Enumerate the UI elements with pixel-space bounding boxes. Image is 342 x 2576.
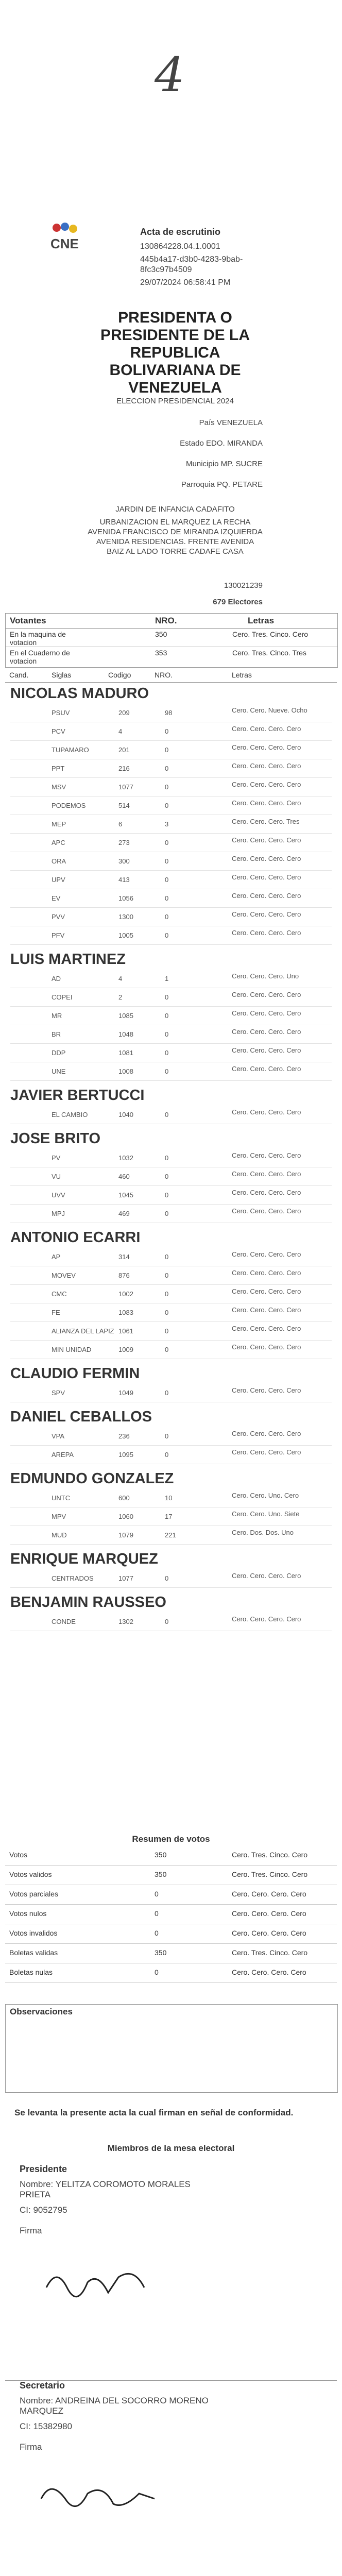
party-votes-letras: Cero. Cero. Cero. Cero [232,1572,301,1580]
summary-number: 350 [155,1870,167,1878]
closing-text: Se levanta la presente acta la cual firman en señal de conformidad. [14,2108,294,2117]
party-siglas: UNE [52,1067,66,1075]
party-code: 876 [118,1272,130,1279]
party-code: 201 [118,746,130,754]
party-votes-letras: Cero. Cero. Cero. Cero [232,1065,301,1073]
letras-col-header: Letras [232,671,252,679]
summary-label: Votos nulos [9,1909,47,1918]
member-name: Nombre: YELITZA COROMOTO MORALES PRIETA [20,2179,191,2199]
party-votes: 0 [165,765,169,772]
party-row [10,1206,332,1223]
codigo-header: Codigo [108,671,131,679]
party-votes-letras: Cero. Cero. Cero. Cero [232,1269,301,1277]
party-siglas: MR [52,1012,62,1020]
summary-label: Votos validos [9,1870,52,1878]
party-votes-letras: Cero. Cero. Cero. Cero [232,1028,301,1036]
party-votes-letras: Cero. Cero. Cero. Cero [232,743,301,751]
party-code: 1045 [118,1191,133,1199]
party-siglas: MOVEV [52,1272,76,1279]
party-votes-letras: Cero. Cero. Cero. Cero [232,1108,301,1116]
party-code: 1083 [118,1309,133,1316]
party-votes-letras: Cero. Cero. Uno. Cero [232,1492,299,1499]
party-siglas: UVV [52,1191,65,1199]
party-votes-letras: Cero. Cero. Cero. Cero [232,799,301,807]
summary-label: Boletas nulas [9,1968,53,1976]
votantes-header: Votantes [10,616,46,625]
party-siglas: CMC [52,1290,67,1298]
votantes-cuaderno-label: En el Cuaderno de votacion [10,649,70,665]
letras-header: Letras [248,616,275,625]
party-votes: 0 [165,1451,169,1459]
party-row [10,971,332,988]
party-code: 469 [118,1210,130,1217]
center-code: 130021239 [224,581,263,590]
party-votes: 0 [165,1309,169,1316]
party-siglas: COPEI [52,993,73,1001]
member-ci: CI: 9052795 [20,2205,67,2215]
party-row [10,760,332,778]
party-row [10,1150,332,1167]
svg-text:CNE: CNE [50,236,79,251]
candidate-name: JAVIER BERTUCCI [10,1087,145,1104]
party-siglas: MPJ [52,1210,65,1217]
party-row [10,1385,332,1402]
party-code: 1300 [118,913,133,921]
party-row [10,835,332,852]
party-row [10,1304,332,1322]
party-code: 1009 [118,1346,133,1353]
party-row [10,1428,332,1446]
party-code: 273 [118,839,130,846]
party-row [10,1342,332,1359]
party-row [10,1323,332,1341]
party-siglas: AP [52,1253,61,1261]
party-row [10,798,332,815]
summary-letras: Cero. Tres. Cinco. Cero [232,1948,308,1957]
party-siglas: PPT [52,765,65,772]
party-code: 1095 [118,1451,133,1459]
party-votes: 0 [165,802,169,809]
summary-table [5,1834,337,1999]
handwritten-page-number: 4 [155,47,185,103]
party-row [10,1168,332,1186]
party-code: 1302 [118,1618,133,1625]
candidate-name: CLAUDIO FERMIN [10,1365,140,1382]
cand-header: Cand. [9,671,29,679]
party-siglas: PSUV [52,709,70,717]
state: Estado EDO. MIRANDA [180,439,263,448]
summary-letras: Cero. Tres. Cinco. Cero [232,1851,308,1859]
party-votes-letras: Cero. Cero. Cero. Cero [232,1306,301,1314]
member-role: Presidente [20,2164,67,2174]
observations-title: Observaciones [10,2007,73,2016]
candidate-name: NICOLAS MADURO [10,685,149,702]
party-siglas: PV [52,1154,61,1162]
summary-title: Resumen de votos [132,1834,210,1844]
party-row [10,779,332,796]
party-votes: 0 [165,993,169,1001]
party-votes-letras: Cero. Cero. Cero. Cero [232,892,301,900]
nro-header: NRO. [155,616,177,625]
party-row [10,890,332,908]
summary-label: Votos parciales [9,1890,58,1898]
candidates-table-header [5,669,337,683]
party-row [10,1614,332,1631]
party-votes-letras: Cero. Cero. Cero. Cero [232,1325,301,1332]
party-siglas: PVV [52,913,65,921]
party-row [10,1249,332,1266]
party-votes: 0 [165,1253,169,1261]
acta-title: Acta de escrutinio [140,227,221,237]
party-votes-letras: Cero. Cero. Cero. Cero [232,855,301,862]
party-votes-letras: Cero. Cero. Cero. Cero [232,1386,301,1394]
candidate-name: BENJAMIN RAUSSEO [10,1594,166,1611]
votantes-table [5,613,338,668]
party-votes: 0 [165,1290,169,1298]
party-row [10,723,332,741]
party-code: 4 [118,975,123,982]
country: País VENEZUELA [199,418,263,427]
party-row [10,1045,332,1062]
party-votes: 0 [165,1574,169,1582]
party-votes: 0 [165,1389,169,1397]
party-siglas: SPV [52,1389,65,1397]
party-siglas: MIN UNIDAD [52,1346,92,1353]
signature [36,2473,170,2545]
summary-label: Votos invalidos [9,1929,58,1937]
party-votes: 0 [165,1012,169,1020]
summary-number: 350 [155,1851,167,1859]
party-votes-letras: Cero. Cero. Cero. Cero [232,910,301,918]
summary-letras: Cero. Cero. Cero. Cero [232,1909,306,1918]
party-code: 1049 [118,1389,133,1397]
party-votes: 0 [165,857,169,865]
party-votes-letras: Cero. Cero. Cero. Cero [232,836,301,844]
member-block [5,2380,337,2576]
party-votes-letras: Cero. Cero. Cero. Cero [232,929,301,937]
center-address: URBANIZACION EL MARQUEZ LA RECHA AVENIDA FRANCISCO DE MIRANDA IZQUIERDA AVENIDA RESIDENCIAS. FRENTE AVENIDA BAIZ AL LADO TORRE CADAFE CASA [88,518,263,556]
party-code: 1002 [118,1290,133,1298]
party-code: 1008 [118,1067,133,1075]
party-votes: 0 [165,783,169,791]
candidate-name: DANIEL CEBALLOS [10,1409,152,1425]
votantes-maquina-letras: Cero. Tres. Cinco. Cero [232,630,309,638]
party-votes-letras: Cero. Cero. Cero. Cero [232,1287,301,1295]
party-votes-letras: Cero. Cero. Cero. Cero [232,1151,301,1159]
party-votes: 0 [165,1049,169,1057]
party-code: 209 [118,709,130,717]
member-block [5,2164,337,2381]
party-code: 1085 [118,1012,133,1020]
party-code: 314 [118,1253,130,1261]
party-row [10,1286,332,1303]
votantes-cuaderno-nro: 353 [155,649,167,657]
party-code: 1061 [118,1327,133,1335]
main-title: PRESIDENTA O PRESIDENTE DE LA REPUBLICA BOLIVARIANA DE VENEZUELA [100,309,250,396]
party-code: 236 [118,1432,130,1440]
party-votes: 0 [165,1173,169,1180]
party-votes-letras: Cero. Cero. Cero. Cero [232,1615,301,1623]
party-code: 1040 [118,1111,133,1118]
party-votes: 0 [165,913,169,921]
party-code: 6 [118,820,123,828]
party-code: 1077 [118,783,133,791]
party-row [10,927,332,945]
party-votes-letras: Cero. Cero. Cero. Cero [232,1189,301,1196]
party-votes-letras: Cero. Cero. Cero. Cero [232,1250,301,1258]
members-title: Miembros de la mesa electoral [107,2143,235,2153]
election-name: ELECCION PRESIDENCIAL 2024 [116,397,234,405]
siglas-header: Siglas [52,671,72,679]
party-code: 1079 [118,1531,133,1539]
party-votes-letras: Cero. Dos. Dos. Uno [232,1529,294,1536]
party-votes: 0 [165,1210,169,1217]
party-siglas: ALIANZA DEL LAPIZ [52,1327,114,1335]
party-siglas: UNTC [52,1494,71,1502]
party-row [10,909,332,926]
party-votes: 0 [165,876,169,884]
party-siglas: EV [52,894,61,902]
summary-label: Boletas validas [9,1948,58,1957]
party-votes: 0 [165,1030,169,1038]
party-siglas: FE [52,1309,60,1316]
party-row [10,1509,332,1526]
party-votes-letras: Cero. Cero. Cero. Cero [232,1170,301,1178]
acta-datetime: 29/07/2024 06:58:41 PM [140,278,231,287]
party-siglas: DDP [52,1049,66,1057]
party-code: 1081 [118,1049,133,1057]
party-votes: 0 [165,1191,169,1199]
candidate-name: ENRIQUE MARQUEZ [10,1551,158,1567]
party-votes: 0 [165,894,169,902]
party-siglas: MSV [52,783,66,791]
candidate-name: LUIS MARTINEZ [10,951,126,968]
party-votes-letras: Cero. Cero. Cero. Cero [232,1046,301,1054]
party-row [10,1267,332,1285]
party-siglas: CONDE [52,1618,76,1625]
party-code: 1060 [118,1513,133,1520]
candidate-name: ANTONIO ECARRI [10,1229,141,1246]
member-firma-label: Firma [20,2226,42,2235]
party-code: 1032 [118,1154,133,1162]
party-code: 460 [118,1173,130,1180]
party-votes-letras: Cero. Cero. Cero. Tres [232,818,300,825]
summary-number: 0 [155,1890,159,1898]
party-votes-letras: Cero. Cero. Cero. Cero [232,1207,301,1215]
party-votes: 1 [165,975,169,982]
party-siglas: PCV [52,727,65,735]
party-code: 2 [118,993,123,1001]
party-votes: 0 [165,1346,169,1353]
votantes-maquina-label: En la maquina de votacion [10,630,66,647]
party-votes: 0 [165,1154,169,1162]
party-siglas: ORA [52,857,66,865]
party-votes-letras: Cero. Cero. Cero. Cero [232,781,301,788]
party-siglas: AREPA [52,1451,74,1459]
party-siglas: CENTRADOS [52,1574,94,1582]
electors-count: 679 Electores [213,598,263,606]
signature [36,2257,170,2329]
party-votes: 221 [165,1531,176,1539]
party-row [10,872,332,889]
nro-col-header: NRO. [155,671,173,679]
party-votes: 10 [165,1494,173,1502]
party-votes: 0 [165,931,169,939]
party-siglas: APC [52,839,65,846]
party-siglas: MUD [52,1531,67,1539]
cne-logo [47,222,89,252]
candidate-name: JOSE BRITO [10,1130,101,1147]
summary-label: Votos [9,1851,28,1859]
party-siglas: PODEMOS [52,802,86,809]
party-row [10,1447,332,1464]
party-row [10,1570,332,1588]
party-row [10,742,332,759]
party-votes: 0 [165,1111,169,1118]
observations-box [5,2004,338,2093]
party-votes-letras: Cero. Cero. Cero. Cero [232,1009,301,1017]
party-votes-letras: Cero. Cero. Nueve. Ocho [232,706,307,714]
party-votes-letras: Cero. Cero. Cero. Cero [232,1430,301,1437]
party-votes: 0 [165,1618,169,1625]
party-siglas: VU [52,1173,61,1180]
member-name: Nombre: ANDREINA DEL SOCORRO MORENO MARQUEZ [20,2396,209,2416]
party-code: 216 [118,765,130,772]
party-code: 413 [118,876,130,884]
party-votes-letras: Cero. Cero. Cero. Cero [232,1343,301,1351]
party-row [10,1490,332,1507]
party-row [10,853,332,871]
party-code: 300 [118,857,130,865]
member-ci: CI: 15382980 [20,2421,73,2431]
party-code: 1048 [118,1030,133,1038]
party-row [10,989,332,1007]
member-role: Secretario [20,2380,65,2391]
member-firma-label: Firma [20,2442,42,2452]
party-siglas: BR [52,1030,61,1038]
party-votes: 0 [165,1067,169,1075]
party-votes: 0 [165,1432,169,1440]
summary-number: 0 [155,1968,159,1976]
summary-letras: Cero. Tres. Cinco. Cero [232,1870,308,1878]
party-row [10,1063,332,1081]
parish: Parroquia PQ. PETARE [181,480,263,489]
party-code: 4 [118,727,123,735]
party-code: 514 [118,802,130,809]
party-votes-letras: Cero. Cero. Cero. Cero [232,762,301,770]
votantes-maquina-nro: 350 [155,630,167,638]
party-siglas: MEP [52,820,66,828]
party-siglas: EL CAMBIO [52,1111,88,1118]
center-name: JARDIN DE INFANCIA CADAFITO [115,505,235,514]
municipality: Municipio MP. SUCRE [186,460,263,468]
party-row [10,705,332,722]
party-votes-letras: Cero. Cero. Cero. Cero [232,725,301,733]
party-votes: 98 [165,709,173,717]
votantes-cuaderno-letras: Cero. Tres. Cinco. Tres [232,649,306,657]
summary-letras: Cero. Cero. Cero. Cero [232,1890,306,1898]
party-votes: 17 [165,1513,173,1520]
party-siglas: PFV [52,931,65,939]
party-siglas: UPV [52,876,65,884]
party-siglas: AD [52,975,61,982]
party-votes-letras: Cero. Cero. Cero. Cero [232,873,301,881]
summary-letras: Cero. Cero. Cero. Cero [232,1929,306,1937]
party-siglas: VPA [52,1432,65,1440]
summary-letras: Cero. Cero. Cero. Cero [232,1968,306,1976]
party-code: 1005 [118,931,133,939]
party-votes-letras: Cero. Cero. Cero. Uno [232,972,299,980]
party-votes: 0 [165,746,169,754]
party-code: 1056 [118,894,133,902]
party-row [10,816,332,834]
party-row [10,1026,332,1044]
party-row [10,1187,332,1205]
party-siglas: TUPAMARO [52,746,89,754]
party-votes: 0 [165,839,169,846]
party-code: 1077 [118,1574,133,1582]
acta-uuid: 445b4a17-d3b0-4283-9bab-8fc3c97b4509 [140,255,243,274]
summary-number: 350 [155,1948,167,1957]
acta-code: 130864228.04.1.0001 [140,242,220,251]
party-votes: 0 [165,1272,169,1279]
candidate-name: EDMUNDO GONZALEZ [10,1470,174,1487]
party-code: 600 [118,1494,130,1502]
party-votes-letras: Cero. Cero. Uno. Siete [232,1510,300,1518]
party-votes-letras: Cero. Cero. Cero. Cero [232,1448,301,1456]
party-votes-letras: Cero. Cero. Cero. Cero [232,991,301,998]
party-votes: 0 [165,727,169,735]
party-row [10,1527,332,1545]
party-votes: 3 [165,820,169,828]
party-siglas: MPV [52,1513,66,1520]
summary-number: 0 [155,1929,159,1937]
party-votes: 0 [165,1327,169,1335]
party-row [10,1107,332,1124]
party-row [10,1008,332,1025]
summary-number: 0 [155,1909,159,1918]
